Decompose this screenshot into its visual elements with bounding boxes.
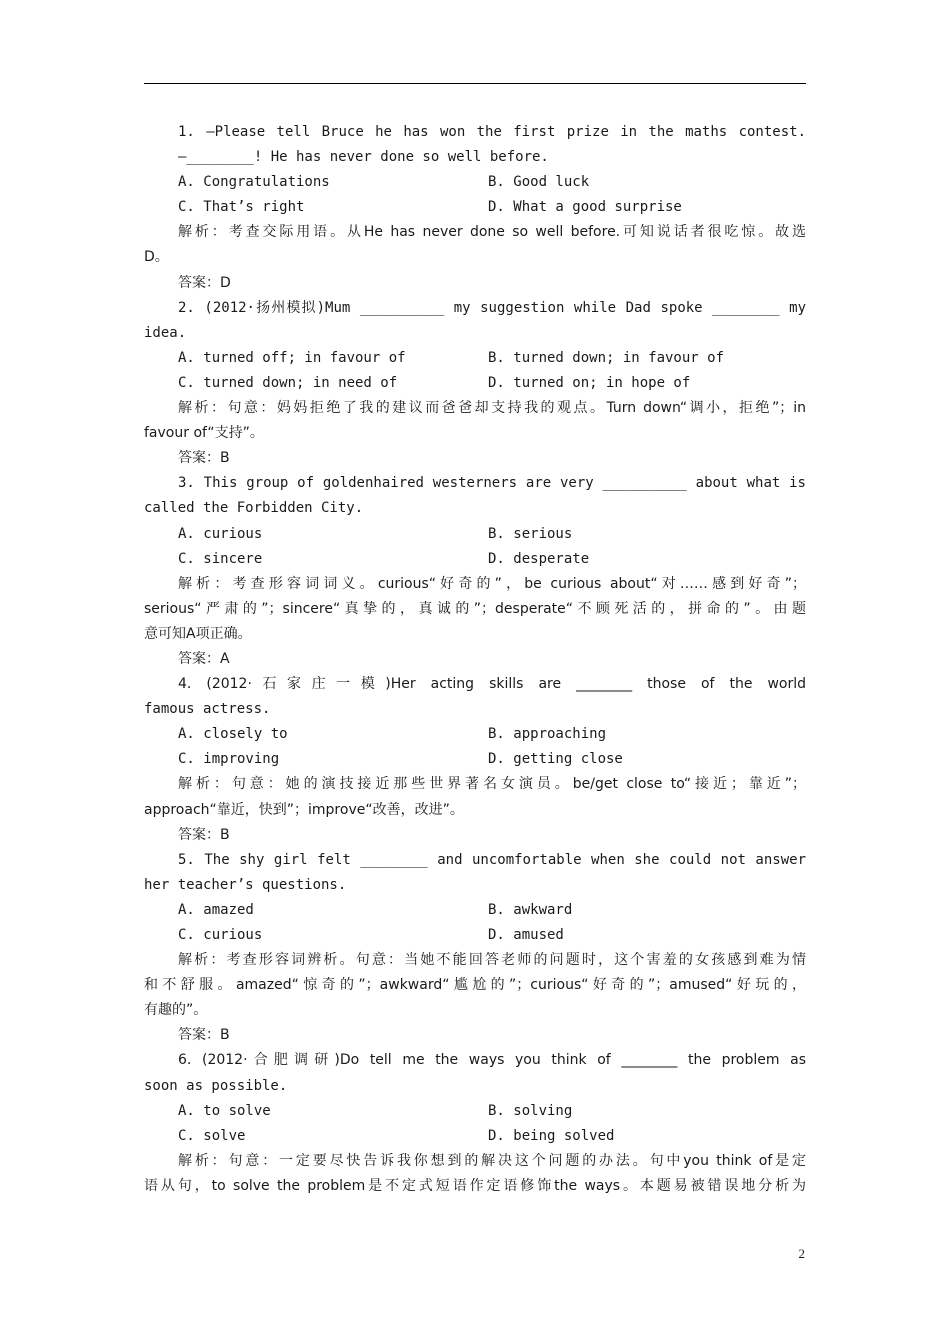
question-1-analysis-line-2: D。	[144, 249, 169, 266]
question-3-analysis-line-2: serious“严肃的”；sincere“真挚的，真诚的”；desperate“不顾死活的，拼命的”。由题	[144, 600, 806, 617]
option-a: A. Congratulations	[178, 174, 330, 191]
question-5-answer: 答案：B	[178, 1027, 230, 1044]
question-2-answer: 答案：B	[178, 450, 230, 467]
option-a: A. to solve	[178, 1102, 271, 1119]
question-5-stem-line-1: 5. The shy girl felt ________ and uncomfortable when she could not answer	[178, 851, 806, 868]
option-c: C. improving	[178, 751, 280, 768]
question-4-analysis-line-2: approach“靠近，快到”；improve“改善，改进”。	[144, 801, 464, 818]
question-2-options-row-2	[144, 371, 806, 396]
option-b: B. turned down; in favour of	[488, 349, 725, 366]
question-3-options-row-1	[144, 522, 806, 547]
option-d: D. amused	[488, 927, 564, 943]
question-6-analysis-line-2: 语从句，to solve the problem是不定式短语作定语修饰the ways。本题易被错误地分析为	[144, 1177, 806, 1194]
question-4-options-row-1	[144, 722, 806, 747]
option-c: C. turned down; in need of	[178, 374, 398, 391]
option-d: D. being solved	[488, 1127, 615, 1144]
question-3-stem-line-1: 3. This group of goldenhaired westerners are very __________ about what is	[178, 475, 806, 492]
option-d: D. desperate	[488, 550, 590, 567]
question-4-options-row-2	[144, 747, 806, 772]
option-b: B. serious	[488, 525, 573, 542]
option-b: B. Good luck	[488, 174, 590, 191]
question-5-analysis-line-1: 解析：考查形容词辨析。句意：当她不能回答老师的问题时，这个害羞的女孩感到难为情	[178, 952, 806, 969]
question-5-analysis-line-3: 有趣的”。	[144, 1002, 208, 1019]
question-4-stem-line-1: 4. (2012·石家庄一模)Her acting skills are ________ those of the world	[178, 676, 806, 693]
question-5-options-row-2	[144, 923, 806, 948]
option-d: D. turned on; in hope of	[488, 374, 691, 391]
option-c: C. solve	[178, 1127, 246, 1144]
option-d: D. What a good surprise	[488, 199, 682, 216]
question-6-options-row-2	[144, 1124, 806, 1149]
option-b: B. approaching	[488, 726, 607, 743]
option-a: A. closely to	[178, 726, 288, 743]
question-2-options-row-1	[144, 346, 806, 371]
option-d: D. getting close	[488, 751, 623, 768]
question-2-stem-line-2: idea.	[144, 324, 187, 341]
question-2-analysis-line-1: 解析：句意：妈妈拒绝了我的建议而爸爸却支持我的观点。Turn down“调小，拒绝”；in	[178, 400, 806, 417]
option-c: C. sincere	[178, 550, 263, 567]
option-a: A. turned off; in favour of	[178, 349, 406, 366]
page-number: 2	[798, 1246, 805, 1261]
question-1-analysis-line-1: 解析：考查交际用语。从He has never done so well before.可知说话者很吃惊。故选	[178, 224, 806, 241]
question-2-stem-line-1: 2. (2012·扬州模拟)Mum __________ my suggestion while Dad spoke ________ my	[178, 299, 806, 316]
question-1-stem-line-2: —________! He has never done so well before.	[178, 149, 549, 166]
question-6-analysis-line-1: 解析：句意：一定要尽快告诉我你想到的解决这个问题的办法。句中you think of是定	[178, 1152, 806, 1169]
question-3-answer: 答案：A	[178, 650, 230, 667]
question-3-options-row-2	[144, 547, 806, 572]
option-a: A. curious	[178, 525, 263, 542]
question-3-analysis-line-3: 意可知A项正确。	[144, 625, 252, 642]
question-4-stem-line-2: famous actress.	[144, 701, 271, 718]
question-1-options-row-2	[144, 195, 806, 220]
question-list	[144, 120, 806, 1199]
question-5-stem-line-2: her teacher’s questions.	[144, 876, 347, 893]
question-3-analysis-line-1: 解析：考查形容词词义。curious“好奇的”，be curious about“对……感到好奇”；	[178, 575, 806, 592]
question-4-answer: 答案：B	[178, 826, 230, 843]
question-2-analysis-line-2: favour of“支持”。	[144, 425, 264, 442]
question-5-options-row-1	[144, 898, 806, 923]
option-a: A. amazed	[178, 901, 254, 918]
option-c: C. curious	[178, 927, 263, 943]
question-6-options-row-1	[144, 1099, 806, 1124]
question-6-stem-line-2: soon as possible.	[144, 1077, 288, 1094]
question-1-options-row-1	[144, 170, 806, 195]
question-4-analysis-line-1: 解析：句意：她的演技接近那些世界著名女演员。be/get close to“接近；靠近”；	[178, 776, 806, 793]
question-5-analysis-line-2: 和不舒服。amazed“惊奇的”；awkward“尴尬的”；curious“好奇的”；amused“好玩的，	[144, 977, 806, 994]
question-1-stem-line-1: 1. —Please tell Bruce he has won the first prize in the maths contest.	[178, 124, 806, 140]
header-rule	[144, 83, 806, 84]
option-c: C. That’s right	[178, 199, 305, 216]
question-3-stem-line-2: called the Forbidden City.	[144, 500, 364, 517]
option-b: B. awkward	[488, 901, 573, 918]
question-1-answer: 答案：D	[178, 274, 231, 291]
question-6-stem-line-1: 6. (2012·合肥调研)Do tell me the ways you think of ________ the problem as	[178, 1052, 806, 1069]
option-b: B. solving	[488, 1102, 573, 1119]
